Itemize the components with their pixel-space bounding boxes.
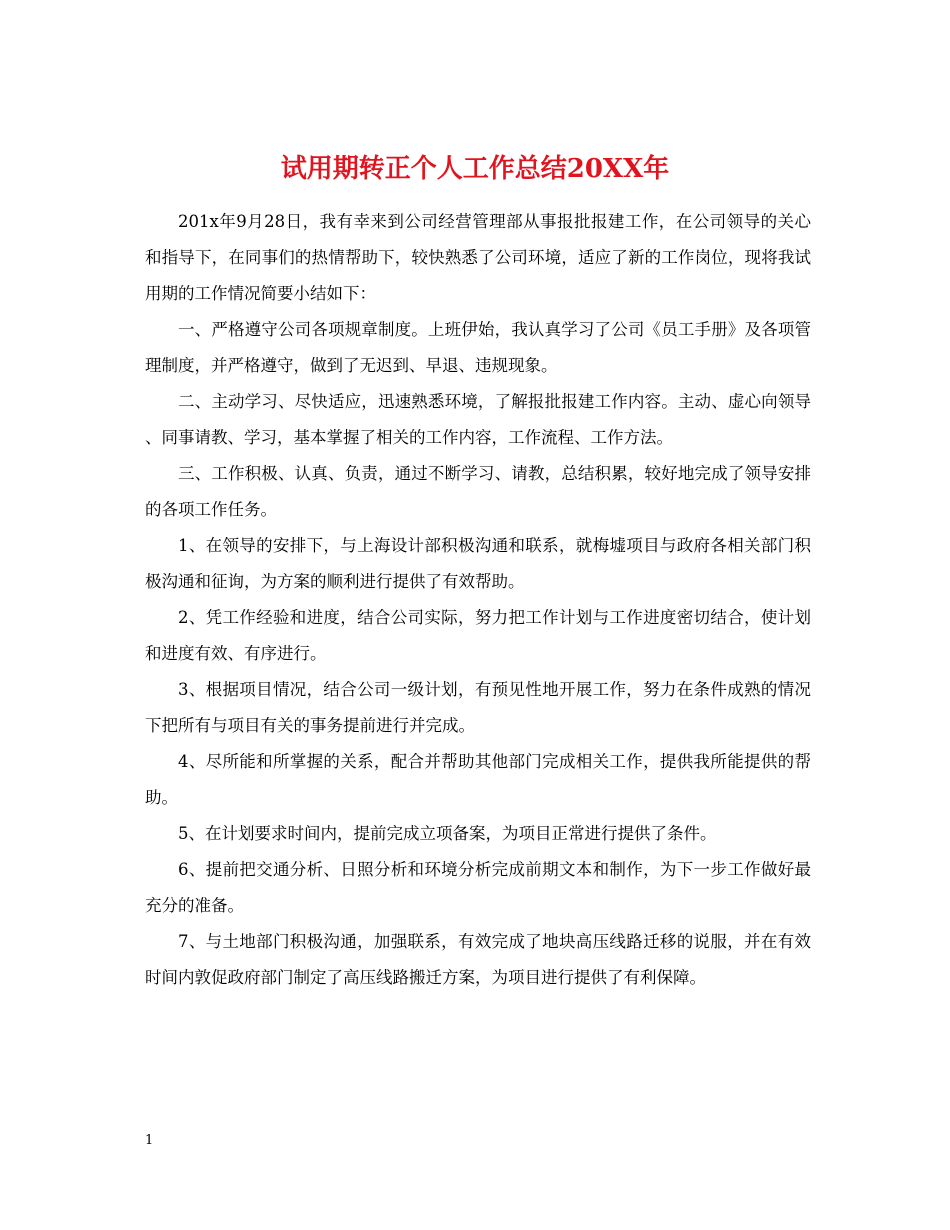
paragraph-section-3: 三、工作积极、认真、负责，通过不断学习、请教，总结积累，较好地完成了领导安排的各项工作任务。 [145,464,811,519]
page-number: 1 [145,1133,154,1148]
paragraph-item-6: 6、提前把交通分析、日照分析和环境分析完成前期文本和制作，为下一步工作做好最充分的准备。 [145,860,811,915]
paragraph-item-2: 2、凭工作经验和进度，结合公司实际，努力把工作计划与工作进度密切结合，使计划和进度有效、有序进行。 [145,608,811,663]
paragraph-item-7: 7、与土地部门积极沟通，加强联系，有效完成了地块高压线路迁移的说服，并在有效时间内敦促政府部门制定了高压线路搬迁方案，为项目进行提供了有利保障。 [145,932,811,987]
paragraph-item-3: 3、根据项目情况，结合公司一级计划，有预见性地开展工作，努力在条件成熟的情况下把所有与项目有关的事务提前进行并完成。 [145,680,811,735]
paragraph-item-5: 5、在计划要求时间内，提前完成立项备案，为项目正常进行提供了条件。 [178,824,717,843]
paragraph-section-1: 一、严格遵守公司各项规章制度。上班伊始，我认真学习了公司《员工手册》及各项管理制度，并严格遵守，做到了无迟到、早退、违规现象。 [145,320,811,375]
document-body [145,204,811,996]
paragraph-intro: 201x年9月28日，我有幸来到公司经营管理部从事报批报建工作，在公司领导的关心和指导下，在同事们的热情帮助下，较快熟悉了公司环境，适应了新的工作岗位，现将我试用期的工作情况简要小结如下： [145,212,811,303]
paragraph-item-4: 4、尽所能和所掌握的关系，配合并帮助其他部门完成相关工作，提供我所能提供的帮助。 [145,752,811,807]
paragraph-item-1: 1、在领导的安排下，与上海设计部积极沟通和联系，就梅墟项目与政府各相关部门积极沟通和征询，为方案的顺利进行提供了有效帮助。 [145,536,811,591]
paragraph-section-2: 二、主动学习、尽快适应，迅速熟悉环境，了解报批报建工作内容。主动、虚心向领导、同事请教、学习，基本掌握了相关的工作内容，工作流程、工作方法。 [145,392,811,447]
document-title: 试用期转正个人工作总结20XX年 [280,154,670,185]
